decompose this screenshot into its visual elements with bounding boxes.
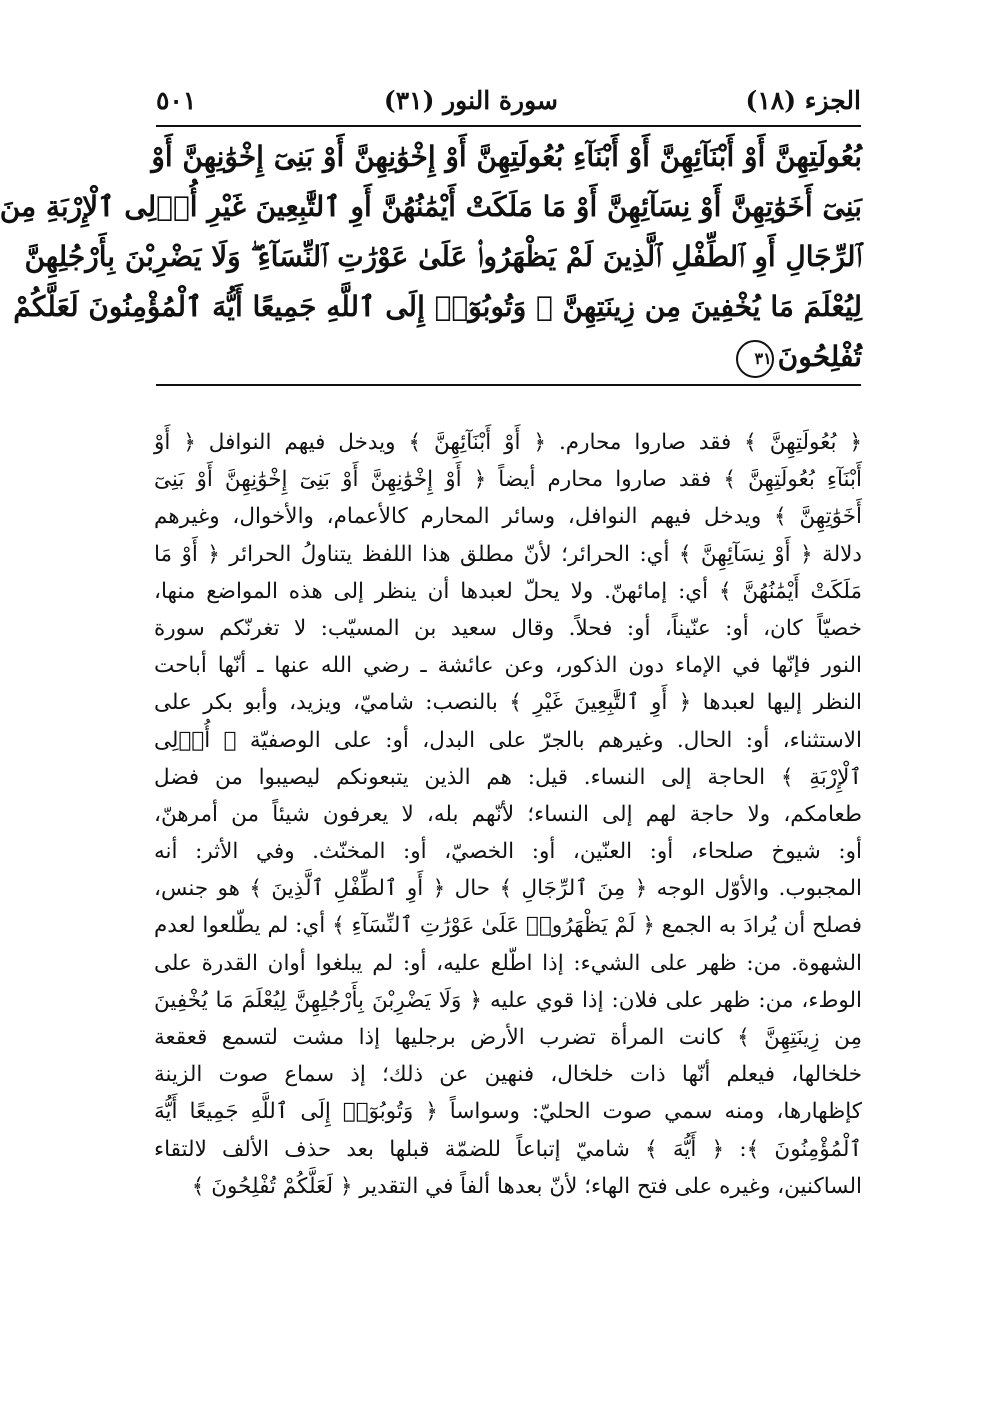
- commentary-line: الوطء، من: ظهر على فلان: إذا قوي عليه ﴿ وَلَا يَضْرِبْنَ بِأَرْجُلِهِنَّ لِيُعْلَمَ مَا يُخْفِينَ: [154, 987, 862, 1013]
- commentary-line: النظر إليها لعبدها ﴿ أَوِ ٱلتَّٰبِعِينَ غَيْرِ ﴾ بالنصب: شاميّ، ويزيد، وأبو بكر على: [154, 690, 862, 716]
- part-label: الجزء (١٨): [745, 85, 861, 115]
- page-number: ٥٠١: [156, 85, 197, 115]
- header-divider: [156, 125, 861, 127]
- commentary-line: دلالة ﴿ أَوْ نِسَآئِهِنَّ ﴾ أي: الحرائر؛ لأنّ مطلق هذا اللفظ يتناولُ الحرائر ﴿ أَوْ مَا: [154, 541, 862, 567]
- commentary-line: أو: شيوخ صلحاء، أو: العنّين، أو: الخصيّ، أو: المخنّث. وفي الأثر: أنه: [154, 839, 862, 865]
- commentary-line: ٱلْمُؤْمِنُونَ ﴾: ﴿ أَيُّهَ ﴾ شاميّ إتباعاً للضمّة قبلها بعد حذف الألف لالتقاء: [154, 1136, 862, 1162]
- verse-line: ٱلرِّجَالِ أَوِ ٱلطِّفْلِ ٱلَّذِينَ لَمْ يَظْهَرُوا۟ عَلَىٰ عَوْرَٰتِ ٱلنِّسَآءِ ۖ وَلَا يَضْرِبْنَ بِأَرْجُلِهِنَّ: [24, 240, 862, 273]
- commentary-line: مَلَكَتْ أَيْمَٰنُهُنَّ ﴾ أي: إمائهنّ. ولا يحلّ لعبدها أن ينظر إلى هذه المواضع منها،: [154, 578, 862, 604]
- commentary-line: الاستثناء، أو: الحال. وغيرهم بالجرّ على البدل، أو: على الوصفيّة ﴿ أُو۟لِى: [154, 727, 862, 753]
- commentary-line: الشهوة. من: ظهر على الشيء: إذا اطّلع عليه، أو: لم يبلغوا أوان القدرة على: [154, 950, 862, 976]
- commentary-line: ﴿ بُعُولَتِهِنَّ ﴾ فقد صاروا محارم. ﴿ أَوْ أَبْنَآئِهِنَّ ﴾ ويدخل فيهم النوافل ﴿ أَوْ: [154, 430, 862, 455]
- commentary-line: كإظهارها، ومنه سمي صوت الحليّ: وسواساً ﴿ وَتُوبُوٓا۟ إِلَى ٱللَّهِ جَمِيعًا أَيُّهَ: [154, 1099, 862, 1125]
- commentary-line: مِن زِينَتِهِنَّ ﴾ كانت المرأة تضرب الأرض برجليها إذا مشت لتسمع قعقعة: [154, 1025, 862, 1050]
- verse-line: لِيُعْلَمَ مَا يُخْفِينَ مِن زِينَتِهِنَّ ۚ وَتُوبُوٓا۟ إِلَى ٱللَّهِ جَمِيعًا أَيُّهَ ٱلْمُؤْمِنُونَ لَعَلَّكُمْ: [13, 290, 862, 323]
- commentary-line: خصيّاً كان، أو: عنّيناً، أو: فحلاً. وقال سعيد بن المسيّب: لا تغرنّكم سورة: [154, 615, 862, 641]
- commentary-line: ٱلْإِرْبَةِ ﴾ الحاجة إلى النساء. قيل: هم الذين يتبعونكم ليصيبوا من فضل: [154, 764, 862, 790]
- commentary-line: النور فإنّها في الإماء دون الذكور، وعن عائشة ـ رضي الله عنها ـ أنّها أباحت: [154, 653, 862, 679]
- verse-divider: [156, 384, 861, 386]
- commentary-line: أَبْنَآءِ بُعُولَتِهِنَّ ﴾ فقد صاروا محارم أيضاً ﴿ أَوْ إِخْوَٰنِهِنَّ أَوْ بَنِىٓ إِخْوَٰنِهِنَّ أَوْ بَنِىٓ: [154, 467, 862, 493]
- commentary-line: فصلح أن يُرادَ به الجمع ﴿ لَمْ يَظْهَرُوا۟ عَلَىٰ عَوْرَٰتِ ٱلنِّسَآءِ ﴾ أي: لم يطّلعوا لعدم: [154, 913, 862, 939]
- commentary-line: أَخَوَٰتِهِنَّ ﴾ ويدخل فيهم النوافل، وسائر المحارم كالأعمام، والأخوال، وغيرهم: [154, 504, 862, 530]
- quran-verse-block: [0, 132, 862, 382]
- tafsir-commentary: [154, 424, 862, 1205]
- verse-line: تُفْلِحُونَ: [777, 340, 862, 373]
- commentary-line: طعامكم، ولا حاجة لهم إلى النساء؛ لأنّهم بله، لا يعرفون شيئاً من أمرهنّ،: [154, 801, 862, 827]
- commentary-line: خلخالها، فيعلم أنّها ذات خلخال، فنهين عن ذلك؛ إذ سماع صوت الزينة: [154, 1062, 862, 1088]
- verse-line: بُعُولَتِهِنَّ أَوْ أَبْنَآئِهِنَّ أَوْ أَبْنَآءِ بُعُولَتِهِنَّ أَوْ إِخْوَٰنِهِنَّ أَوْ بَنِىٓ إِخْوَٰنِهِنَّ أَوْ: [151, 140, 862, 173]
- page-header: [156, 80, 861, 120]
- verse-line: بَنِىٓ أَخَوَٰتِهِنَّ أَوْ نِسَآئِهِنَّ أَوْ مَا مَلَكَتْ أَيْمَٰنُهُنَّ أَوِ ٱلتَّٰبِعِينَ غَيْرِ أُو۟لِى ٱلْإِرْبَةِ مِنَ: [0, 190, 862, 223]
- commentary-line: المجبوب. والأوّل الوجه ﴿ مِنَ ٱلرِّجَالِ ﴾ حال ﴿ أَوِ ٱلطِّفْلِ ٱلَّذِينَ ﴾ هو جنس،: [154, 876, 862, 902]
- surah-title: سورة النور (٣١): [383, 85, 558, 115]
- verse-line-last: [154, 332, 862, 382]
- commentary-line: الساكنين، وغيره على فتح الهاء؛ لأنّ بعدها ألفاً في التقدير ﴿ لَعَلَّكُمْ تُفْلِحُونَ ﴾: [191, 1173, 862, 1199]
- ayah-number-marker: ٣١: [736, 340, 774, 378]
